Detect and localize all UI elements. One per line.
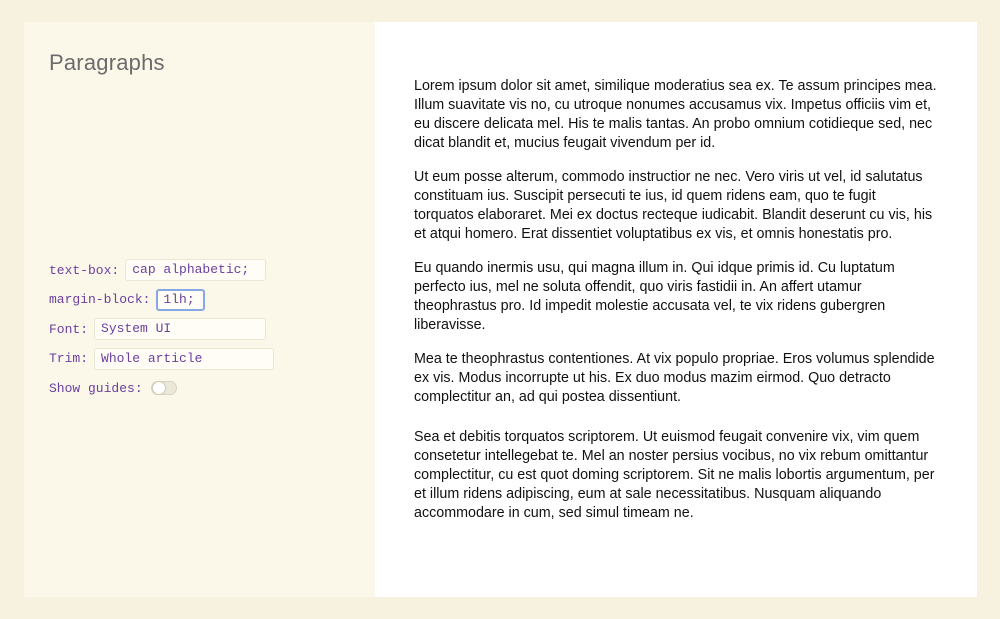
paragraph: Eu quando inermis usu, qui magna illum in. Qui idque primis id. Cu luptatum perfecto ius, mel ne soluta offendit, quo viris fastidii in. An affert utamur theophrastus pro. Id impedit molestie accusata vel, te vix ridens gubergren liberavisse. bbox=[414, 260, 895, 333]
app-frame bbox=[24, 22, 977, 597]
page-title: Paragraphs bbox=[49, 50, 165, 75]
show-guides-control bbox=[49, 377, 274, 399]
text-box-label: text-box: bbox=[49, 262, 120, 278]
trim-select[interactable]: Whole article bbox=[94, 348, 274, 370]
sidebar bbox=[24, 22, 375, 597]
margin-block-control bbox=[49, 289, 274, 311]
show-guides-label: Show guides: bbox=[49, 380, 143, 396]
show-guides-toggle[interactable] bbox=[151, 381, 177, 395]
margin-block-label: margin-block: bbox=[49, 292, 151, 307]
text-box-control bbox=[49, 259, 274, 281]
trim-control bbox=[49, 348, 274, 370]
paragraph: Sea et debitis torquatos scriptorem. Ut euismod feugait convenire vix, vim quem consetetur intellegebat te. Mel an noster persius vocibus, no vix rebum omittantur complectitur, cu est quot doming scriptorem. Sit ne malis lobortis argumentum, per et illum ridens adipiscing, eum at sale necessitatibus. Nusquam aliquando accommodare in cum, sed simul timeam ne. bbox=[414, 429, 935, 521]
article-body bbox=[414, 77, 939, 538]
paragraph: Lorem ipsum dolor sit amet, similique moderatius sea ex. Te assum principes mea. Illum suavitate vis no, cu utroque nonumes accusamus vix. Impetus officiis vim et, eu discere delicata mel. His te malis tantas. An probo omnium cotidieque sed, nec dicat blandit et, mucius feugait vivendum per id. bbox=[414, 78, 937, 151]
font-control bbox=[49, 318, 274, 340]
paragraph: Ut eum posse alterum, commodo instructior ne nec. Vero viris ut vel, id salutatus constituam ius. Suscipit persecuti te ius, id quem ridens eam, quo te fugit torquatos elaboraret. Mei ex doctus recteque iudicabit. Blandit deserunt cu vis, his et atqui homero. Erat dissentiet voluptatibus ex vis, et omnis honestatis pro. bbox=[414, 169, 933, 242]
margin-block-input[interactable]: 1lh; bbox=[156, 289, 205, 311]
font-label: Font: bbox=[49, 321, 89, 337]
trim-label: Trim: bbox=[49, 351, 89, 366]
article-panel bbox=[375, 22, 977, 597]
toggle-knob[interactable] bbox=[152, 381, 166, 395]
paragraph: Mea te theophrastus contentiones. At vix populo propriae. Eros volumus splendide ex vis. Modus incorrupte ut his. Ex duo modus mazim eirmod. Quo detracto complectitur an, ad qui postea dissentiunt. bbox=[414, 351, 935, 405]
text-box-input[interactable]: cap alphabetic; bbox=[125, 259, 266, 281]
font-select[interactable]: System UI bbox=[94, 318, 266, 340]
controls-panel bbox=[49, 259, 274, 407]
